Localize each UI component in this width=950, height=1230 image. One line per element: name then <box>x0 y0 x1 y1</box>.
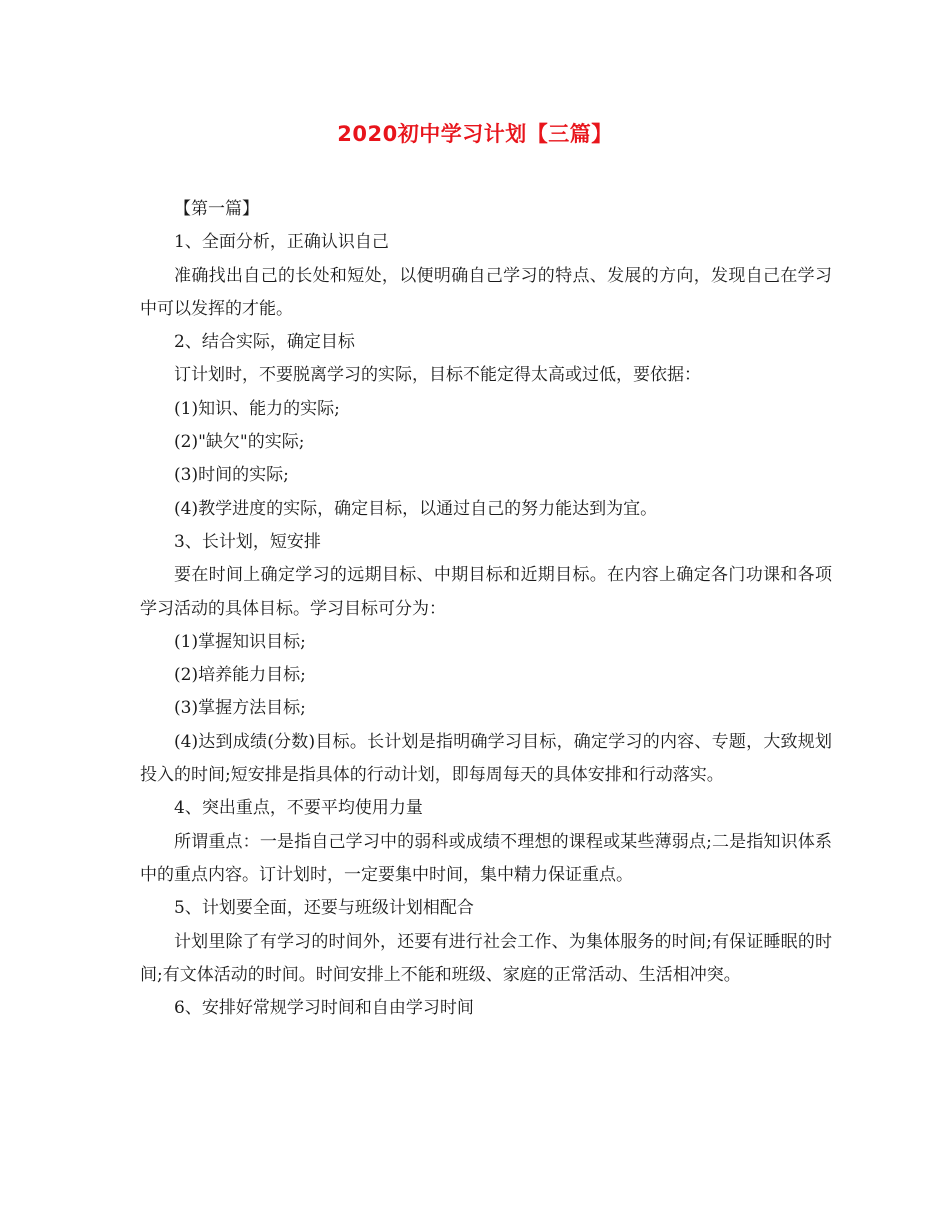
paragraph: 订计划时，不要脱离学习的实际，目标不能定得太高或过低，要依据： <box>174 365 701 386</box>
list-item: (3)时间的实际; <box>174 465 289 486</box>
paragraph: 要在时间上确定学习的远期目标、中期目标和近期目标。在内容上确定各门功课和各项学习活动的具体目标。学习目标可分为： <box>140 565 832 619</box>
point-heading: 5、计划要全面，还要与班级计划相配合 <box>174 898 474 919</box>
paragraph: 计划里除了有学习的时间外，还要有进行社会工作、为集体服务的时间;有保证睡眠的时间;有文体活动的时间。时间安排上不能和班级、家庭的正常活动、生活相冲突。 <box>140 931 832 985</box>
list-item: (1)掌握知识目标; <box>174 631 306 652</box>
list-item: (3)掌握方法目标; <box>174 698 306 719</box>
list-item: (2)培养能力目标; <box>174 665 306 686</box>
paragraph: 准确找出自己的长处和短处，以便明确自己学习的特点、发展的方向，发现自己在学习中可以发挥的才能。 <box>140 265 832 319</box>
document-title: 2020初中学习计划【三篇】 <box>337 122 613 146</box>
list-item: (1)知识、能力的实际; <box>174 398 340 419</box>
document-body <box>140 193 832 1025</box>
point-heading: 3、长计划，短安排 <box>174 531 321 552</box>
point-heading: 4、突出重点，不要平均使用力量 <box>174 798 423 819</box>
section-heading: 【第一篇】 <box>174 199 259 219</box>
list-item: (2)"缺欠"的实际; <box>174 432 305 453</box>
paragraph: 所谓重点：一是指自己学习中的弱科或成绩不理想的课程或某些薄弱点;二是指知识体系中的重点内容。订计划时，一定要集中时间，集中精力保证重点。 <box>140 831 832 885</box>
list-item: (4)达到成绩(分数)目标。长计划是指明确学习目标，确定学习的内容、专题，大致规划投入的时间;短安排是指具体的行动计划，即每周每天的具体安排和行动落实。 <box>140 731 832 786</box>
point-heading: 1、全面分析，正确认识自己 <box>174 232 389 253</box>
point-heading: 2、结合实际，确定目标 <box>174 332 355 353</box>
list-item: (4)教学进度的实际，确定目标，以通过自己的努力能达到为宜。 <box>174 498 658 519</box>
point-heading: 6、安排好常规学习时间和自由学习时间 <box>174 998 474 1019</box>
